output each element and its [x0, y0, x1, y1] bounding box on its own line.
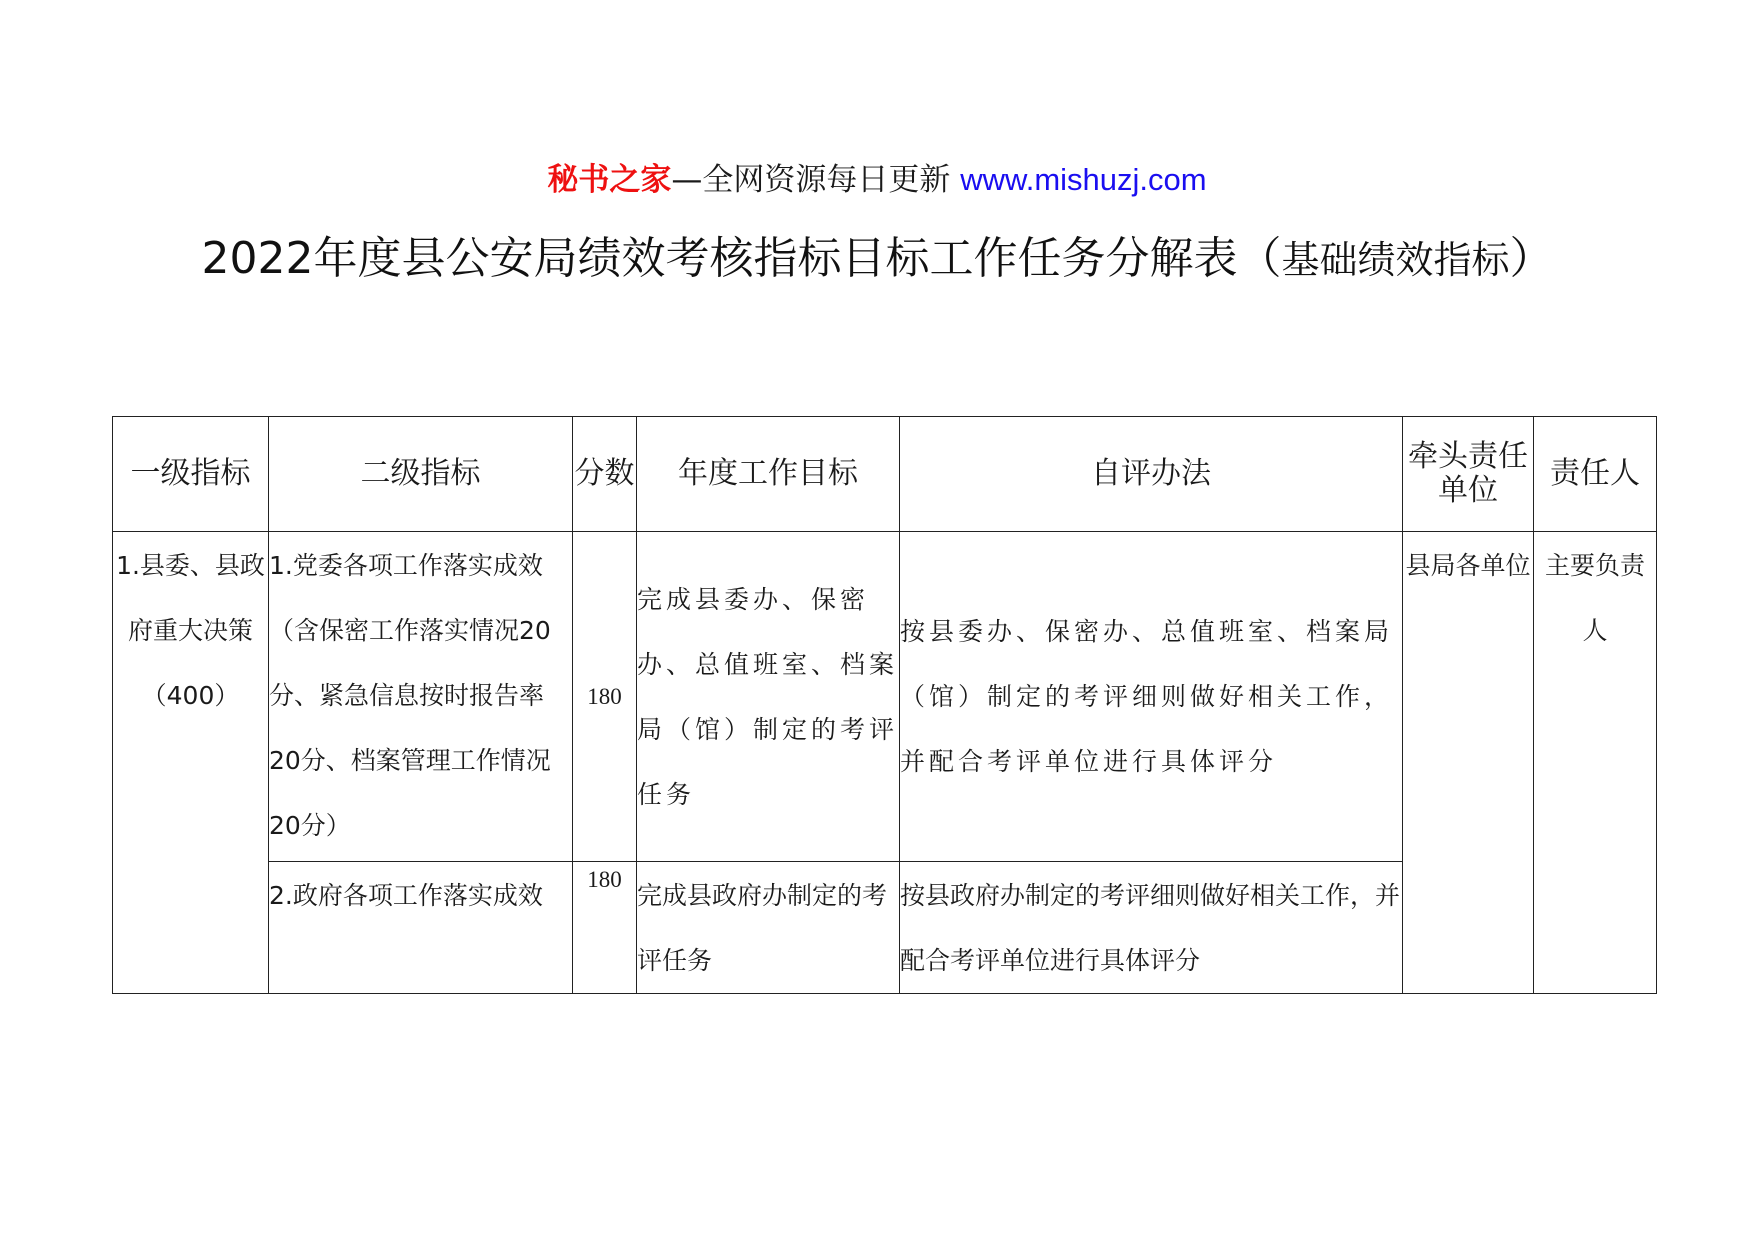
goal-cell: 完成县委办、保密办、总值班室、档案局（馆）制定的考评任务	[637, 532, 900, 862]
responsible-cell: 主要负责人	[1534, 532, 1657, 994]
title-tail: ）	[1509, 233, 1554, 284]
header-level2: 二级指标	[269, 417, 573, 532]
header-lead-unit: 牵头责任单位	[1403, 417, 1534, 532]
header-goal: 年度工作目标	[637, 417, 900, 532]
lead-unit-cell: 县局各单位	[1403, 532, 1534, 994]
watermark-line	[0, 158, 1754, 202]
site-name: 秘书之家	[547, 162, 672, 198]
method-cell: 按县政府办制定的考评细则做好相关工作，并配合考评单位进行具体评分	[900, 862, 1403, 994]
header-row	[113, 417, 1657, 532]
title-small: 基础绩效指标	[1281, 238, 1510, 282]
level1-text: 1.县委、县政府重大决策	[116, 551, 265, 645]
header-method: 自评办法	[900, 417, 1403, 532]
method-cell: 按县委办、保密办、总值班室、档案局（馆）制定的考评细则做好相关工作，并配合考评单位进行具体评分	[900, 532, 1403, 862]
header-score: 分数	[573, 417, 637, 532]
level2-cell: 1.党委各项工作落实成效（含保密工作落实情况20分、紧急信息按时报告率20分、档案管理工作情况20分）	[269, 532, 573, 862]
site-url[interactable]: www.mishuzj.com	[960, 162, 1207, 197]
score-cell: 180	[573, 532, 637, 862]
table-row	[113, 532, 1657, 862]
document-title	[190, 225, 1565, 294]
goal-cell: 完成县政府办制定的考评任务	[637, 862, 900, 994]
title-main: 2022年度县公安局绩效考核指标目标工作任务分解表（	[201, 233, 1282, 284]
header-responsible: 责任人	[1534, 417, 1657, 532]
level1-cell	[113, 532, 269, 994]
site-slogan: —全网资源每日更新	[671, 162, 951, 198]
header-level1: 一级指标	[113, 417, 269, 532]
score-cell: 180	[573, 862, 637, 994]
level2-cell: 2.政府各项工作落实成效	[269, 862, 573, 994]
level1-score: （400）	[141, 681, 240, 710]
task-table	[112, 416, 1657, 994]
